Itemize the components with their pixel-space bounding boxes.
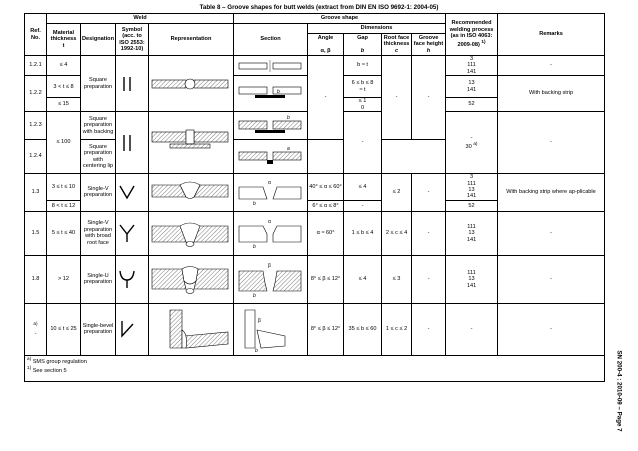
thickness-cell: 3 < t ≤ 8 (47, 76, 81, 98)
representation-header: Representation (149, 24, 234, 56)
footnote-row (25, 355, 605, 381)
svg-text:β: β (268, 263, 271, 270)
single-bevel-symbol (117, 318, 137, 340)
gap-cell: ≤ 4 (344, 255, 382, 303)
table-row (25, 56, 605, 76)
remarks-cell: - (498, 211, 605, 255)
svg-text:b: b (277, 88, 280, 95)
gap-cell: ≤ 1 0 (344, 98, 382, 112)
svg-text:a: a (287, 145, 290, 152)
footnote-a: $^{a)}$ SMS group regulation (27, 355, 87, 365)
root-face-cell: ≤ 3 (382, 255, 412, 303)
symbol-cell (116, 112, 149, 174)
section-cell (234, 255, 308, 303)
designation-header: Designation (81, 24, 116, 56)
gap-header: Gap b (344, 34, 382, 56)
groove-height-cell: - (412, 56, 446, 140)
table-row (25, 255, 605, 303)
ref-cell: 1.3 (25, 174, 47, 212)
designation-cell: Single-V preparation (81, 174, 116, 212)
thickness-header: Material thickness t (47, 24, 81, 56)
root-face-cell: ≤ 2 (382, 174, 412, 212)
root-face-cell: 2 ≤ c ≤ 4 (382, 211, 412, 255)
representation-cell (149, 56, 234, 112)
ref-cell: 1.2.2 (25, 76, 47, 112)
section-cell (234, 303, 308, 355)
ref-cell: 1.2.3 (25, 112, 47, 140)
section-drawing (235, 144, 305, 170)
thickness-cell: ≤ 4 (47, 56, 81, 76)
section-cell (234, 112, 308, 140)
thickness-cell: 5 ≤ t ≤ 40 (47, 211, 81, 255)
svg-text:b: b (253, 201, 256, 208)
footnote-1: $^{1)}$ See section 5 (27, 365, 67, 374)
gap-cell: 6 ≤ b ≤ 8 ≈ t (344, 76, 382, 98)
designation-cell: Square preparation with backing (81, 112, 116, 140)
gap-cell: ≤ 4 (344, 174, 382, 201)
section-cell (234, 174, 308, 212)
svg-text:α: α (268, 180, 271, 187)
table-row (25, 211, 605, 255)
section-cell (234, 56, 308, 76)
ref-cell: 1.5 (25, 211, 47, 255)
ref-cell: $^{a)}$ - (25, 303, 47, 355)
gap-cell: 1 ≤ b ≤ 4 (344, 211, 382, 255)
gap-cell: - 30 $^{a)}$ (446, 112, 498, 174)
gap-cell: b ≈ t (344, 56, 382, 76)
thickness-cell: 10 ≤ t ≤ 25 (47, 303, 81, 355)
backed-weld-drawing (150, 118, 230, 168)
groove-height-cell: - (412, 174, 446, 212)
symbol-cell (116, 303, 149, 355)
footnotes (25, 355, 605, 381)
thickness-cell: ≤ 100 (47, 112, 81, 174)
broad-root-v-drawing (150, 216, 230, 250)
remarks-header: Remarks (498, 14, 605, 56)
angle-cell: 8° ≤ β ≤ 12° (308, 255, 344, 303)
symbol-cell (116, 211, 149, 255)
designation-cell: Single-U preparation (81, 255, 116, 303)
symbol-cell (116, 174, 149, 212)
ref-header: Ref. No. (25, 14, 47, 56)
designation-cell: Single-V preparation with broad root face (81, 211, 116, 255)
section-cell (234, 76, 308, 112)
process-cell: 111 13 141 (446, 255, 498, 303)
svg-text:b: b (255, 348, 258, 353)
process-cell: 3 111 13 141 (446, 174, 498, 201)
process-cell: 3 111 141 (446, 56, 498, 76)
weld-header: Weld (47, 14, 234, 24)
ref-cell: 1.2.1 (25, 56, 47, 76)
process-cell: 52 (446, 98, 498, 112)
table-row (25, 303, 605, 355)
groove-height-cell: - (412, 211, 446, 255)
square-butt-symbol (117, 73, 137, 95)
process-cell: 111 13 141 (446, 211, 498, 255)
section-cell (234, 140, 308, 174)
symbol-header: Symbol (acc. to ISO 2553: 1992-10) (116, 24, 149, 56)
table-row (25, 174, 605, 201)
angle-cell: - (344, 112, 382, 174)
svg-text:b: b (253, 293, 256, 300)
representation-cell (149, 303, 234, 355)
process-header: Recommended welding process (as in ISO 4063: 2009-08) $^{1)}$ (446, 14, 498, 56)
svg-text:β: β (258, 318, 261, 325)
square-weld-drawing (150, 75, 230, 93)
process-cell: - (446, 303, 498, 355)
process-cell: 13 141 (446, 76, 498, 98)
angle-header: Angle α, β (308, 34, 344, 56)
broad-root-v-symbol (117, 222, 137, 244)
groove-height-cell: - (412, 255, 446, 303)
remarks-cell: With backing strip (498, 76, 605, 112)
representation-cell (149, 112, 234, 174)
remarks-cell: - (498, 303, 605, 355)
section-header: Section (234, 24, 308, 56)
section-drawing (235, 306, 305, 352)
dimensions-header: Dimensions (308, 24, 446, 34)
angle-cell: 6° ≤ α ≤ 8° (308, 200, 344, 211)
section-drawing (235, 177, 305, 207)
groove-height-cell: - (412, 303, 446, 355)
svg-text:b: b (253, 244, 256, 251)
groove-shapes-table (24, 13, 605, 382)
ref-cell: 1.2.4 (25, 140, 47, 174)
remarks-cell: With backing strip where ap-plicable (498, 174, 605, 212)
svg-text:α: α (268, 219, 271, 226)
remarks-cell: - (498, 255, 605, 303)
gap-cell: - (344, 200, 382, 211)
ref-cell: 1.8 (25, 255, 47, 303)
section-drawing (235, 259, 305, 299)
designation-cell: Single-bevel preparation (81, 303, 116, 355)
single-v-drawing (150, 177, 230, 207)
section-drawing (235, 57, 305, 75)
thickness-cell: ≤ 15 (47, 98, 81, 112)
root-face-cell: - (498, 112, 605, 174)
square-butt-symbol (117, 132, 137, 154)
section-drawing (235, 216, 305, 250)
angle-cell: 8° ≤ β ≤ 12° (308, 303, 344, 355)
process-cell: 52 (446, 200, 498, 211)
section-cell (234, 211, 308, 255)
page-footer-vertical: SN 200-4 : 2010-09 – Page 7 (615, 350, 623, 432)
representation-cell (149, 211, 234, 255)
root-face-header: Root face thickness c (382, 34, 412, 56)
section-drawing (235, 113, 305, 139)
svg-text:b: b (287, 114, 290, 121)
single-bevel-drawing (150, 306, 230, 352)
single-v-symbol (117, 182, 137, 202)
remarks-cell: - (498, 56, 605, 76)
symbol-cell (116, 56, 149, 112)
angle-cell: α ≈ 60° (308, 211, 344, 255)
gap-cell: 35 ≤ b ≤ 60 (344, 303, 382, 355)
symbol-cell (116, 255, 149, 303)
thickness-cell: > 12 (47, 255, 81, 303)
root-face-cell: 1 ≤ c ≤ 2 (382, 303, 412, 355)
section-drawing (235, 81, 305, 107)
representation-cell (149, 174, 234, 212)
root-face-cell: - (382, 56, 412, 140)
single-u-drawing (150, 259, 230, 299)
thickness-cell: 8 < t ≤ 12 (47, 200, 81, 211)
representation-cell (149, 255, 234, 303)
groove-shape-header: Groove shape (234, 14, 446, 24)
designation-cell: Square preparation (81, 56, 116, 112)
table-title: Table 8 – Groove shapes for butt welds (extract from DIN EN ISO 9692-1: 2004-05) (199, 4, 439, 11)
single-u-symbol (117, 268, 137, 290)
groove-height-header: Groove face height h (412, 34, 446, 56)
angle-cell: - (308, 56, 344, 140)
designation-cell: Square preparation with centering lip (81, 140, 116, 174)
angle-cell: 40° ≤ α ≤ 60° (308, 174, 344, 201)
thickness-cell: 3 ≤ t ≤ 10 (47, 174, 81, 201)
